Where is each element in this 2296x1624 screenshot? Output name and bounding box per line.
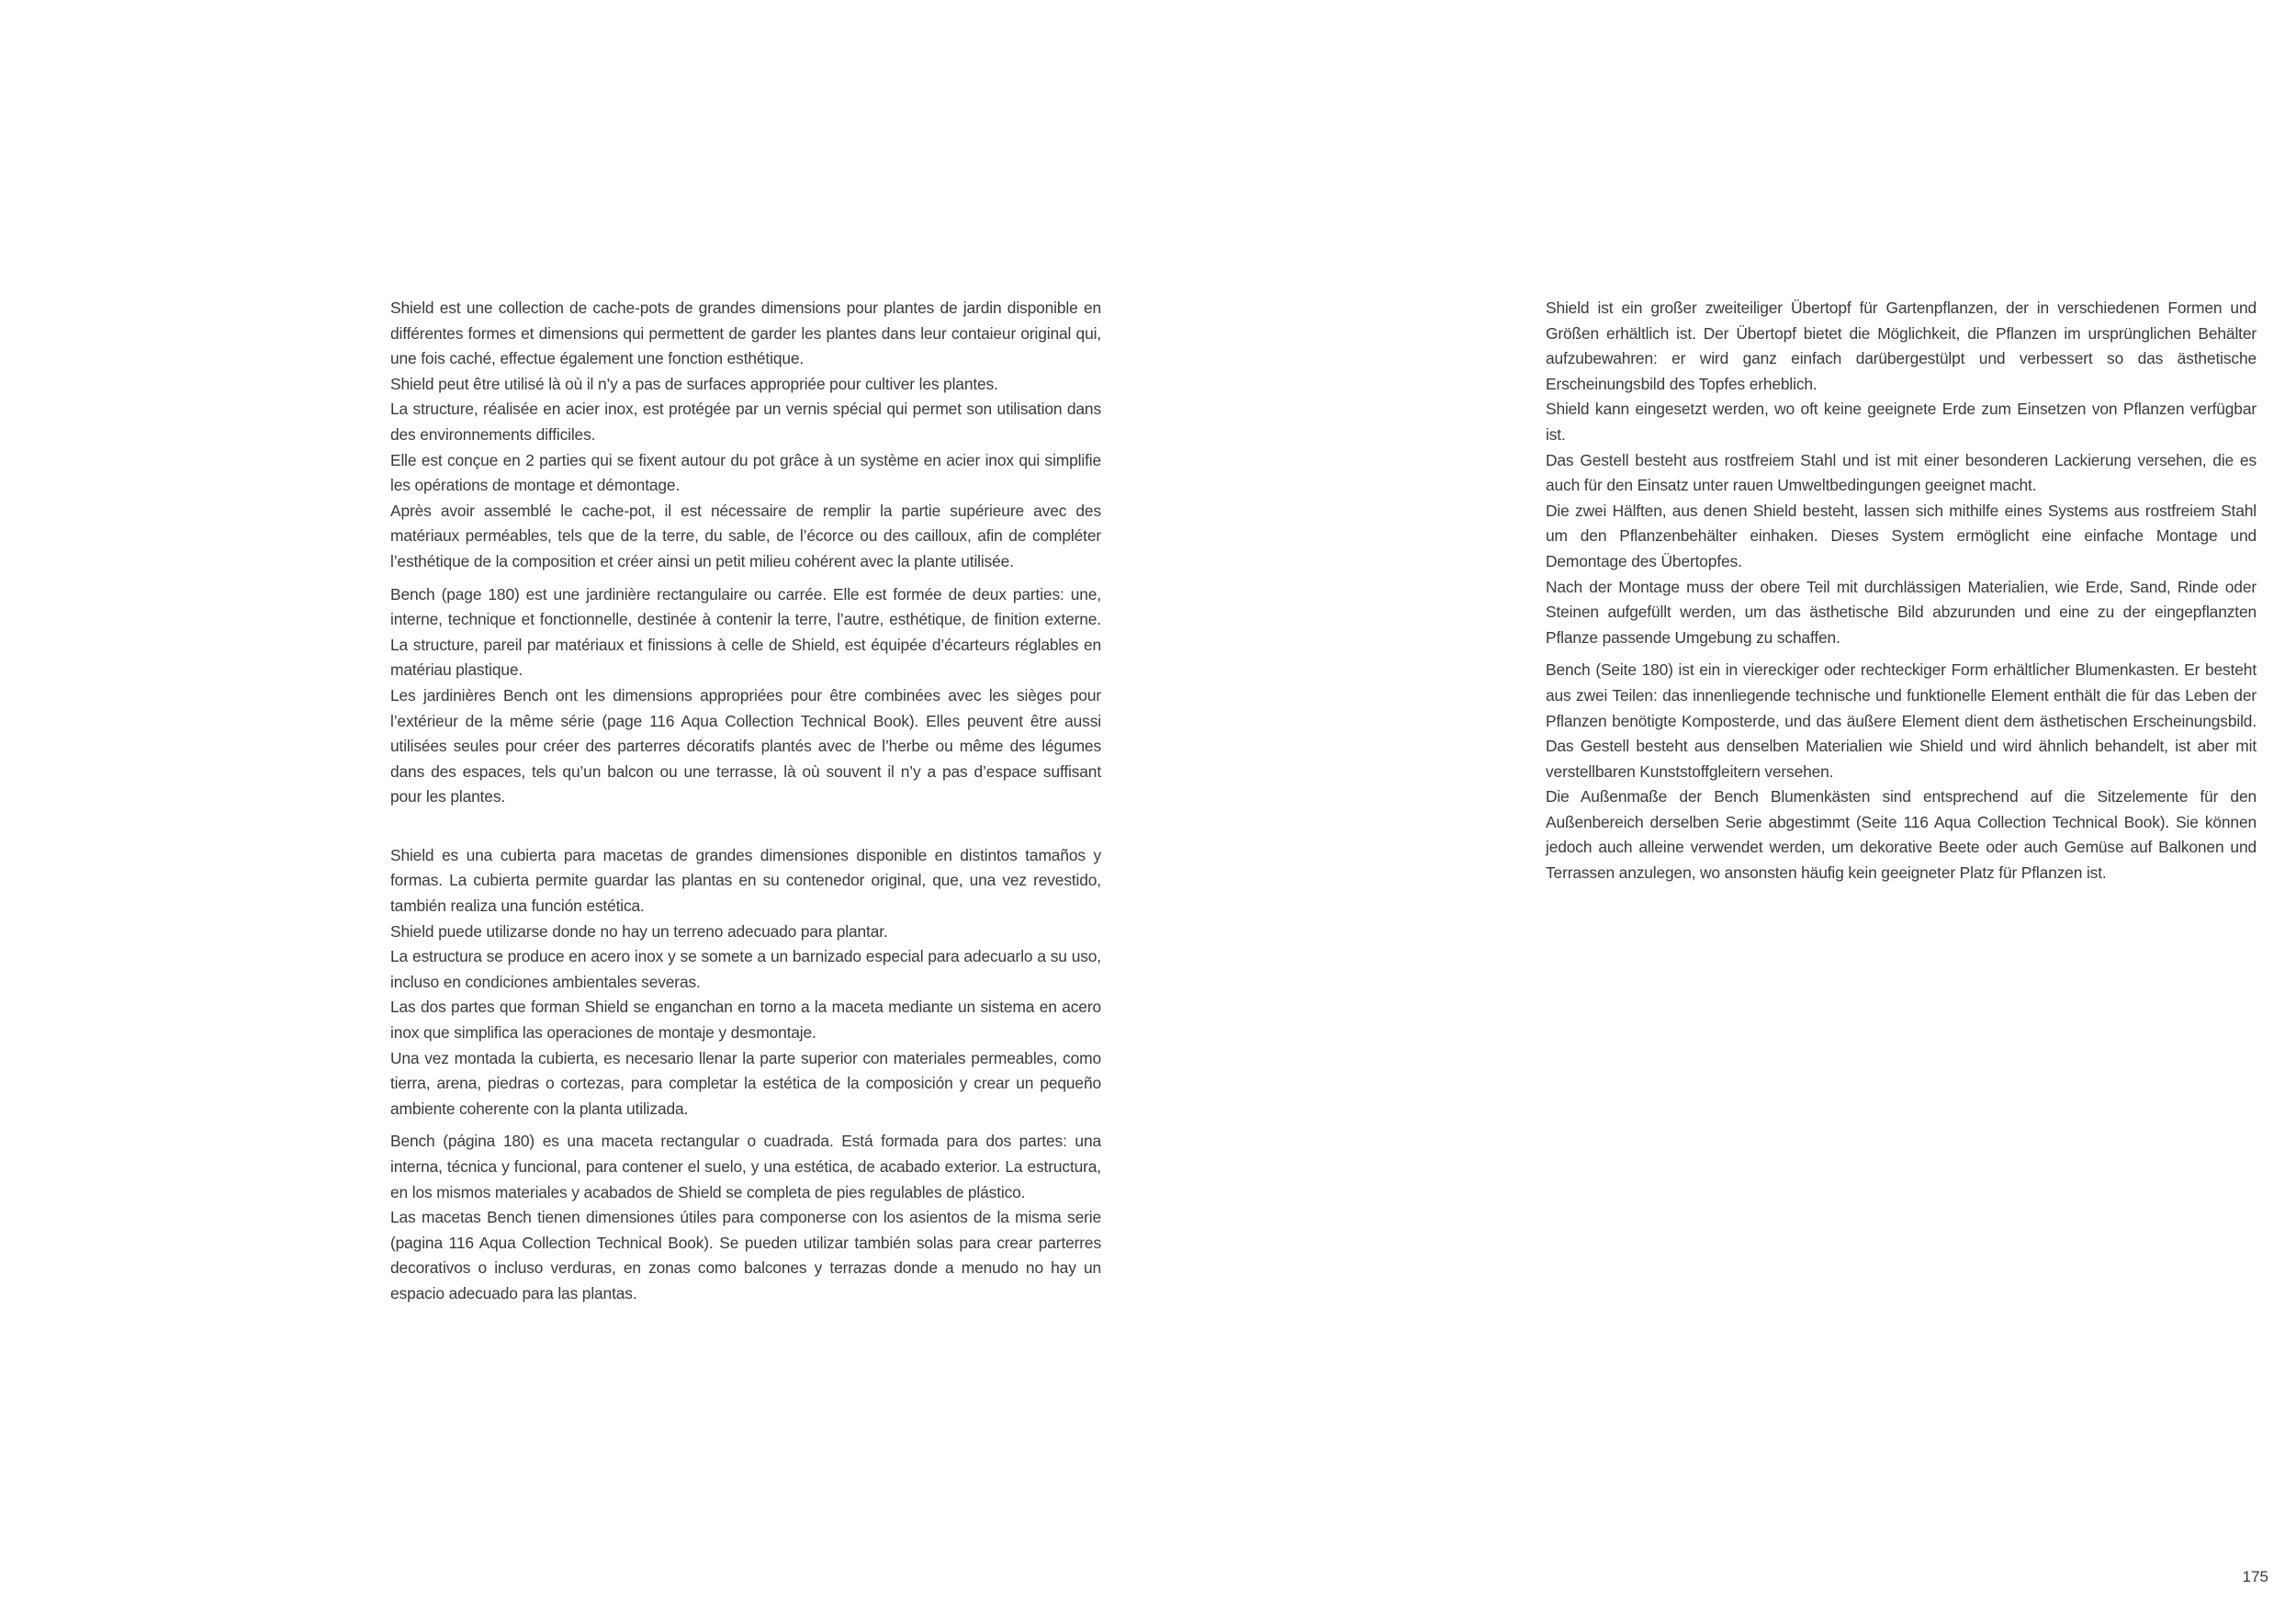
fr-paragraph-intro: Shield est une collection de cache-pots de grandes dimensions pour plantes de jardin disponible en différentes formes et dimensions qui permettent de garder les plantes dans leur contaieur original qui, une fois caché, effectue également une fonction esthétique. <box>390 299 1101 368</box>
es-paragraph-intro: Shield es una cubierta para macetas de grandes dimensiones disponible en distintos tamaños y formas. La cubierta permite guardar las plantas en su contenedor original, que, una vez revestido, también realiza una función estética. <box>390 845 1101 916</box>
page-number: 175 <box>2242 1568 2268 1585</box>
es-paragraph-bench-usage: Las macetas Bench tienen dimensiones útiles para componerse con los asientos de la misma serie (pagina 116 Aqua Collection Technical Book). Se pueden utilizar también solas para crear parterres decorativos o incluso verduras, en zonas como balcones y terrazas donde a menudo no hay un espacio adecuado para las plantas. <box>390 1208 1101 1303</box>
french-spanish-text-column <box>390 296 1101 1307</box>
es-paragraph-bench: Bench (página 180) es una maceta rectangular o cuadrada. Está formada para dos partes: una interna, técnica y funcional, para contener el suelo, y una estética, de acabado exterior. La estructura, en los mismos materiales y acabados de Shield se completa de pies regulables de plástico. <box>390 1132 1101 1201</box>
de-paragraph-intro: Shield ist ein großer zweiteiliger Übertopf für Gartenpflanzen, der in verschiedenen Formen und Größen erhältlich ist. Der Übertopf bietet die Möglichkeit, die Pflanzen im ursprünglichen Behälter aufzubewahren: er wird ganz einfach darübergestülpt und verbessert so das ästhetische Erscheinungsbild des Topfes erheblich. <box>1546 299 2257 393</box>
fr-paragraph-bench: Bench (page 180) est une jardinière rectangulaire ou carrée. Elle est formée de deux parties: une, interne, technique et fonctionnelle, destinée à contenir la terre, l’autre, esthétique, de finition externe. La structure, pareil par matériaux et finissions à celle de Shield, est équipée d’écarteurs réglables en matériau plastique. <box>390 584 1101 680</box>
fr-paragraph-usage: Shield peut être utilisé là où il n’y a pas de surfaces appropriée pour cultiver les plantes. <box>390 374 998 393</box>
fr-paragraph-assembly: Après avoir assemblé le cache-pot, il est nécessaire de remplir la partie supérieure avec des matériaux perméables, tels que de la terre, du sable, de l’écorce ou des cailloux, afin de compléter l’esthétique de la composition et créer ainsi un petit milieu cohérent avec la plante utilisée. <box>390 501 1101 570</box>
es-paragraph-assembly: Una vez montada la cubierta, es necesario llenar la parte superior con materiales permeables, como tierra, arena, piedras o cortezas, para completar la estética de la composición y crear un pequeño ambiente coherente con la planta utilizada. <box>390 1048 1101 1118</box>
fr-paragraph-bench-usage: Les jardinières Bench ont les dimensions appropriées pour être combinées avec les sièges pour l’extérieur de la même série (page 116 Aqua Collection Technical Book). Elles peuvent être aussi utilisées seules pour créer des parterres décoratifs plantés avec de l’herbe ou même des légumes dans des espaces, tels qu’un balcon ou une terrasse, là où souvent il n’y a pas d’espace suffisant pour les plantes. <box>390 685 1101 806</box>
es-paragraph-parts: Las dos partes que forman Shield se enganchan en torno a la maceta mediante un sistema en acero inox que simplifica las operaciones de montaje y desmontaje. <box>390 998 1101 1043</box>
de-paragraph-bench-usage: Die Außenmaße der Bench Blumenkästen sind entsprechend auf die Sitzelemente für den Außenbereich derselben Serie abgestimmt (Seite 116 Aqua Collection Technical Book). Sie können jedoch auch alleine verwendet werden, um dekorative Beete oder auch Gemüse auf Balkonen und Terrassen anzulegen, wo ansonsten häufig kein geeigneter Platz für Pflanzen ist. <box>1546 787 2257 883</box>
de-paragraph-parts: Die zwei Hälften, aus denen Shield besteht, lassen sich mithilfe eines Systems aus rostfreiem Stahl um den Pflanzenbehälter einhaken. Dieses System ermöglicht eine einfache Montage und Demontage des Übertopfes. <box>1546 501 2257 570</box>
de-paragraph-structure: Das Gestell besteht aus rostfreiem Stahl und ist mit einer besonderen Lackierung versehen, die es auch für den Einsatz unter rauen Umweltbedingungen geeignet macht. <box>1546 450 2257 495</box>
fr-paragraph-parts: Elle est conçue en 2 parties qui se fixent autour du pot grâce à un système en acier inox qui simplifie les opérations de montage et démontage. <box>390 450 1101 495</box>
fr-paragraph-structure: La structure, réalisée en acier inox, est protégée par un vernis spécial qui permet son utilisation dans des environnements difficiles. <box>390 400 1101 444</box>
es-paragraph-usage: Shield puede utilizarse donde no hay un terreno adecuado para plantar. <box>390 921 888 941</box>
german-text-column <box>1546 296 2257 886</box>
de-paragraph-assembly: Nach der Montage muss der obere Teil mit durchlässigen Materialien, wie Erde, Sand, Rinde oder Steinen aufgefüllt werden, um das ästhetische Bild abzurunden und eine zu der eingepflanzten Pflanze passende Umgebung zu schaffen. <box>1546 577 2257 647</box>
de-paragraph-bench: Bench (Seite 180) ist ein in viereckiger oder rechteckiger Form erhältlicher Blumenkasten. Er besteht aus zwei Teilen: das innenliegende technische und funktionelle Element enthält die für das Leben der Pflanzen benötigte Komposterde, und das äußere Element dient dem ästhetischen Erscheinungsbild. Das Gestell besteht aus denselben Materialien wie Shield und wird ähnlich behandelt, ist aber mit verstellbaren Kunststoffgleitern versehen. <box>1546 660 2257 781</box>
es-paragraph-structure: La estructura se produce en acero inox y se somete a un barnizado especial para adecuarlo a su uso, incluso en condiciones ambientales severas. <box>390 947 1101 991</box>
de-paragraph-usage: Shield kann eingesetzt werden, wo oft keine geeignete Erde zum Einsetzen von Pflanzen verfügbar ist. <box>1546 400 2257 444</box>
